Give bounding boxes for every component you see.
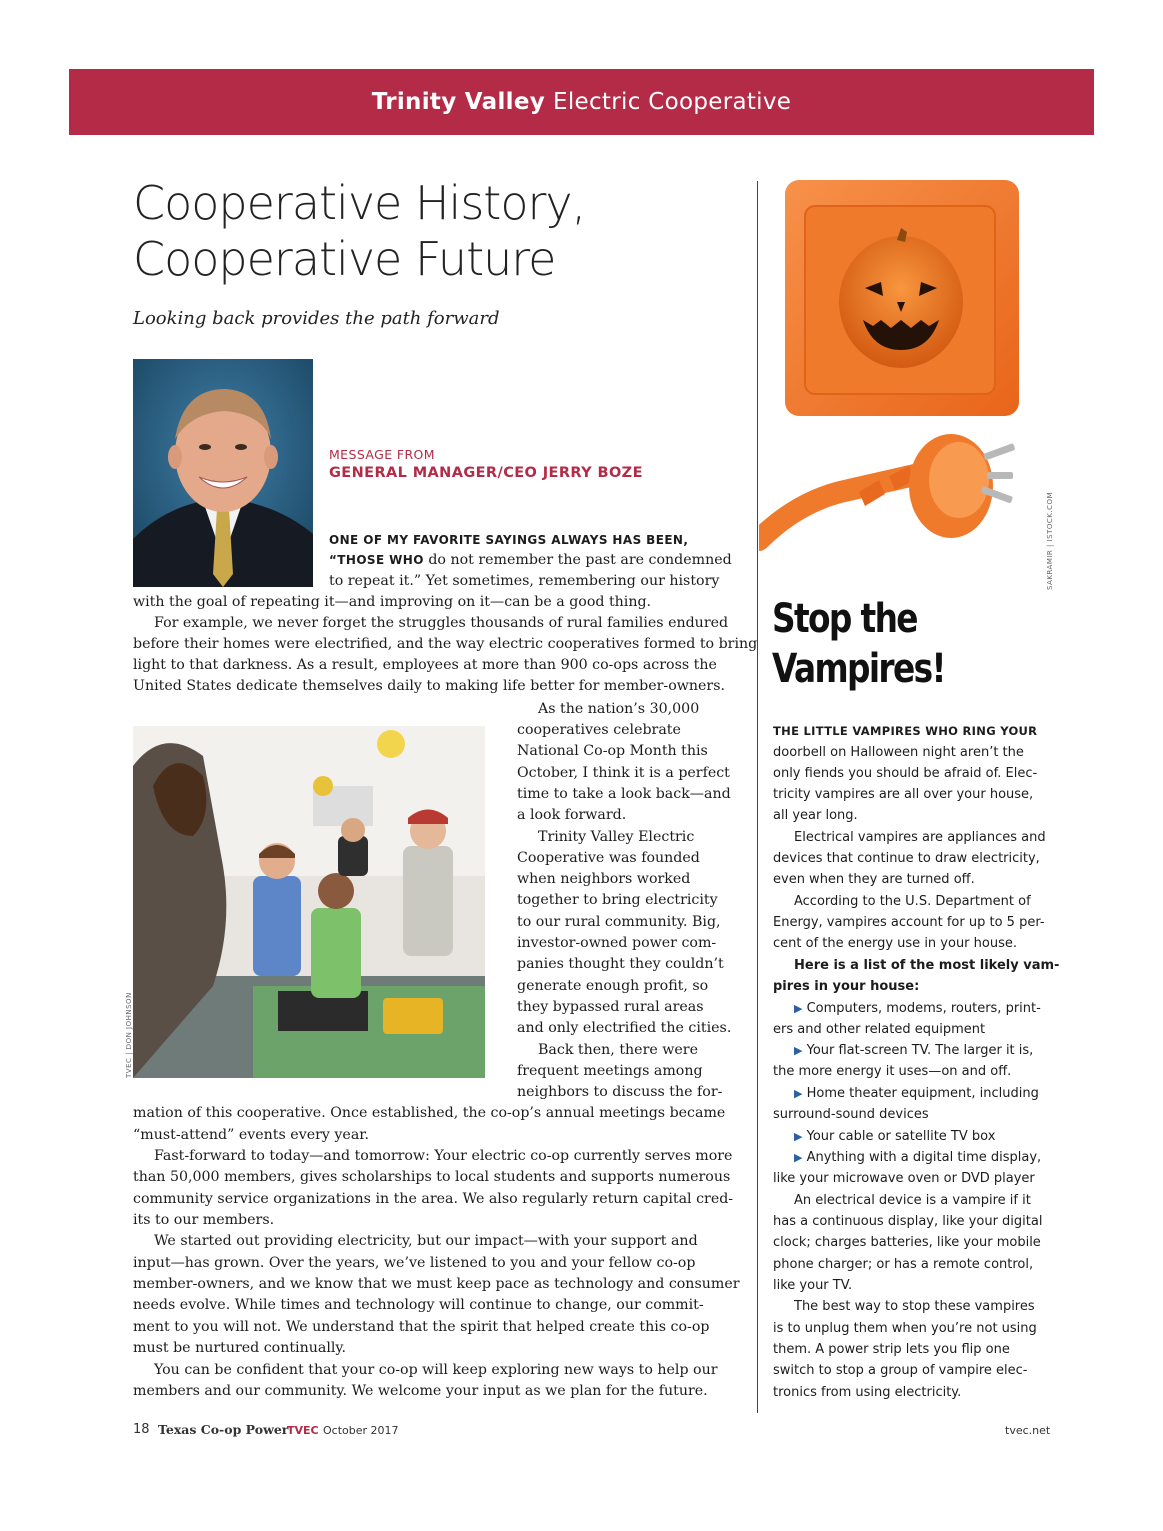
magazine-name: Texas Co-op Power xyxy=(158,1422,289,1437)
body-line: For example, we never forget the struggles thousands of rural families endured xyxy=(154,615,729,631)
body-line: neighbors to discuss the for- xyxy=(517,1084,723,1100)
photo-credit: TVEC | DON JOHNSON xyxy=(125,992,133,1078)
bullet-triangle-icon: ▶ xyxy=(794,1002,803,1015)
body-line: Trinity Valley Electric xyxy=(538,829,695,845)
sidebar-line: pires in your house: xyxy=(773,979,920,994)
sidebar-line: phone charger; or has a remote control, xyxy=(773,1257,1034,1272)
article-title-line-1: Cooperative History, xyxy=(133,176,586,230)
body-line: its to our members. xyxy=(133,1212,275,1228)
sidebar-line: An electrical device is a vampire if it xyxy=(794,1193,1031,1208)
body-line: mation of this cooperative. Once established, the co-op’s annual meetings became xyxy=(133,1105,726,1121)
sidebar-line: According to the U.S. Department of xyxy=(794,894,1031,909)
sidebar-line: like your microwave oven or DVD player xyxy=(773,1171,1035,1186)
body-line: You can be confident that your co-op will keep exploring new ways to help our xyxy=(154,1362,718,1378)
sidebar-line: even when they are turned off. xyxy=(773,872,975,887)
body-line: time to take a look back—and xyxy=(517,786,731,802)
body-line: when neighbors worked xyxy=(517,871,691,887)
bullet-triangle-icon: ▶ xyxy=(794,1087,803,1100)
body-line: light to that darkness. As a result, employees at more than 900 co-ops across the xyxy=(133,657,717,673)
body-line: and only electrified the cities. xyxy=(517,1020,732,1036)
banner-coop-name: Trinity Valley xyxy=(371,89,546,115)
body-line: As the nation’s 30,000 xyxy=(538,701,700,717)
column-divider xyxy=(757,181,758,1413)
body-line: United States dedicate themselves daily to making life better for member-owners. xyxy=(133,678,726,694)
sidebar-line: all year long. xyxy=(773,808,858,823)
body-line: needs evolve. While times and technology will continue to change, our commit- xyxy=(133,1297,704,1313)
lead-rest: do not remember the past are condemned xyxy=(423,552,732,568)
body-line: to repeat it.” Yet sometimes, remembering our history xyxy=(329,573,720,589)
bullet-triangle-icon: ▶ xyxy=(794,1130,803,1143)
sidebar-bullet xyxy=(794,998,1041,1019)
pumpkin-outlet-plug-illustration xyxy=(759,180,1049,590)
sidebar-line: tricity vampires are all over your house, xyxy=(773,787,1034,802)
body-line: before their homes were electrified, and the way electric cooperatives formed to bring xyxy=(133,636,758,652)
sidebar-line: Energy, vampires account for up to 5 per- xyxy=(773,915,1045,930)
banner-coop-suffix: Electric Cooperative xyxy=(553,89,792,115)
sidebar-title-line-1: Stop the xyxy=(772,596,917,642)
lead-caps: ONE OF MY FAVORITE SAYINGS ALWAYS HAS BEEN, xyxy=(329,533,689,547)
body-line: frequent meetings among xyxy=(517,1063,703,1079)
sidebar-line: devices that continue to draw electricity, xyxy=(773,851,1040,866)
edition-tag: TVEC xyxy=(287,1424,319,1437)
sidebar-line: surround-sound devices xyxy=(773,1107,929,1122)
sidebar-line: is to unplug them when you’re not using xyxy=(773,1321,1037,1336)
bullet-triangle-icon: ▶ xyxy=(794,1044,803,1057)
sidebar-lead-caps: THE LITTLE VAMPIRES WHO RING YOUR xyxy=(773,724,1038,738)
body-line: together to bring electricity xyxy=(517,892,718,908)
body-line: National Co-op Month this xyxy=(517,743,708,759)
message-from-label: MESSAGE FROM xyxy=(329,447,435,462)
sidebar-line: tronics from using electricity. xyxy=(773,1385,962,1400)
sidebar-line: cent of the energy use in your house. xyxy=(773,936,1017,951)
sidebar-bullet-text: Home theater equipment, including xyxy=(806,1086,1039,1101)
body-line: Fast-forward to today—and tomorrow: Your electric co-op currently serves more xyxy=(154,1148,733,1164)
bullet-triangle-icon: ▶ xyxy=(794,1151,803,1164)
sidebar-line: Electrical vampires are appliances and xyxy=(794,830,1046,845)
header-banner xyxy=(69,69,1094,135)
body-line: panies thought they couldn’t xyxy=(517,956,724,972)
article-subtitle: Looking back provides the path forward xyxy=(133,308,500,329)
body-line: must be nurtured continually. xyxy=(133,1340,347,1356)
body-line: generate enough profit, so xyxy=(517,978,709,994)
sidebar-title-line-2: Vampires! xyxy=(772,646,945,692)
page-number: 18 xyxy=(133,1422,150,1437)
lead-caps-2: “THOSE WHO xyxy=(329,553,424,567)
sidebar-line: switch to stop a group of vampire elec- xyxy=(773,1363,1028,1378)
body-line: Back then, there were xyxy=(538,1042,698,1058)
body-line: a look forward. xyxy=(517,807,627,823)
art-credit: SAKRAMIR | ISTOCK.COM xyxy=(1046,491,1054,590)
sidebar-bullet-text: Anything with a digital time display, xyxy=(806,1150,1042,1165)
sidebar-line: has a continuous display, like your digital xyxy=(773,1214,1043,1229)
sidebar-bullet xyxy=(794,1040,1033,1061)
issue-date: October 2017 xyxy=(323,1424,399,1437)
sidebar-line: clock; charges batteries, like your mobile xyxy=(773,1235,1041,1250)
body-line: ment to you will not. We understand that the spirit that helped create this co-op xyxy=(133,1319,710,1335)
body-line: investor-owned power com- xyxy=(517,935,717,951)
sidebar-bullet-text: Your flat-screen TV. The larger it is, xyxy=(806,1043,1034,1058)
body-line: with the goal of repeating it—and improving on it—can be a good thing. xyxy=(133,594,652,610)
author-name: GENERAL MANAGER/CEO JERRY BOZE xyxy=(329,465,643,481)
article-title xyxy=(133,175,733,287)
kids-train-exhibit-photo xyxy=(133,726,485,1078)
sidebar-line: The best way to stop these vampires xyxy=(794,1299,1035,1314)
body-line: We started out providing electricity, but our impact—with your support and xyxy=(154,1233,698,1249)
body-line: October, I think it is a perfect xyxy=(517,765,730,781)
sidebar-line: like your TV. xyxy=(773,1278,853,1293)
author-portrait-photo xyxy=(133,359,313,587)
body-line: input—has grown. Over the years, we’ve listened to you and your fellow co-op xyxy=(133,1255,696,1271)
sidebar-line: Here is a list of the most likely vam- xyxy=(794,958,1060,973)
body-line: members and our community. We welcome your input as we plan for the future. xyxy=(133,1383,708,1399)
sidebar-line: doorbell on Halloween night aren’t the xyxy=(773,745,1024,760)
sidebar-line: the more energy it uses—on and off. xyxy=(773,1064,1012,1079)
body-line: cooperatives celebrate xyxy=(517,722,681,738)
sidebar-line: them. A power strip lets you flip one xyxy=(773,1342,1010,1357)
body-line: than 50,000 members, gives scholarships to local students and supports numerous xyxy=(133,1169,731,1185)
body-line xyxy=(329,550,732,571)
sidebar-bullet xyxy=(794,1083,1039,1104)
body-line: community service organizations in the area. We also regularly return capital cred- xyxy=(133,1191,734,1207)
body-line: they bypassed rural areas xyxy=(517,999,704,1015)
article-title-line-2: Cooperative Future xyxy=(133,232,556,286)
sidebar-title xyxy=(772,594,945,694)
sidebar-line: ers and other related equipment xyxy=(773,1022,986,1037)
sidebar-bullet-text: Your cable or satellite TV box xyxy=(806,1129,996,1144)
body-line: to our rural community. Big, xyxy=(517,914,721,930)
sidebar-line: only fiends you should be afraid of. Elec- xyxy=(773,766,1038,781)
body-line: Cooperative was founded xyxy=(517,850,700,866)
sidebar-bullet-text: Computers, modems, routers, print- xyxy=(806,1001,1041,1016)
sidebar-bullet xyxy=(794,1147,1041,1168)
sidebar-bullet xyxy=(794,1126,995,1147)
body-line: member-owners, and we know that we must keep pace as technology and consumer xyxy=(133,1276,740,1292)
body-line: “must-attend” events every year. xyxy=(133,1127,370,1143)
website-url: tvec.net xyxy=(1005,1424,1051,1437)
